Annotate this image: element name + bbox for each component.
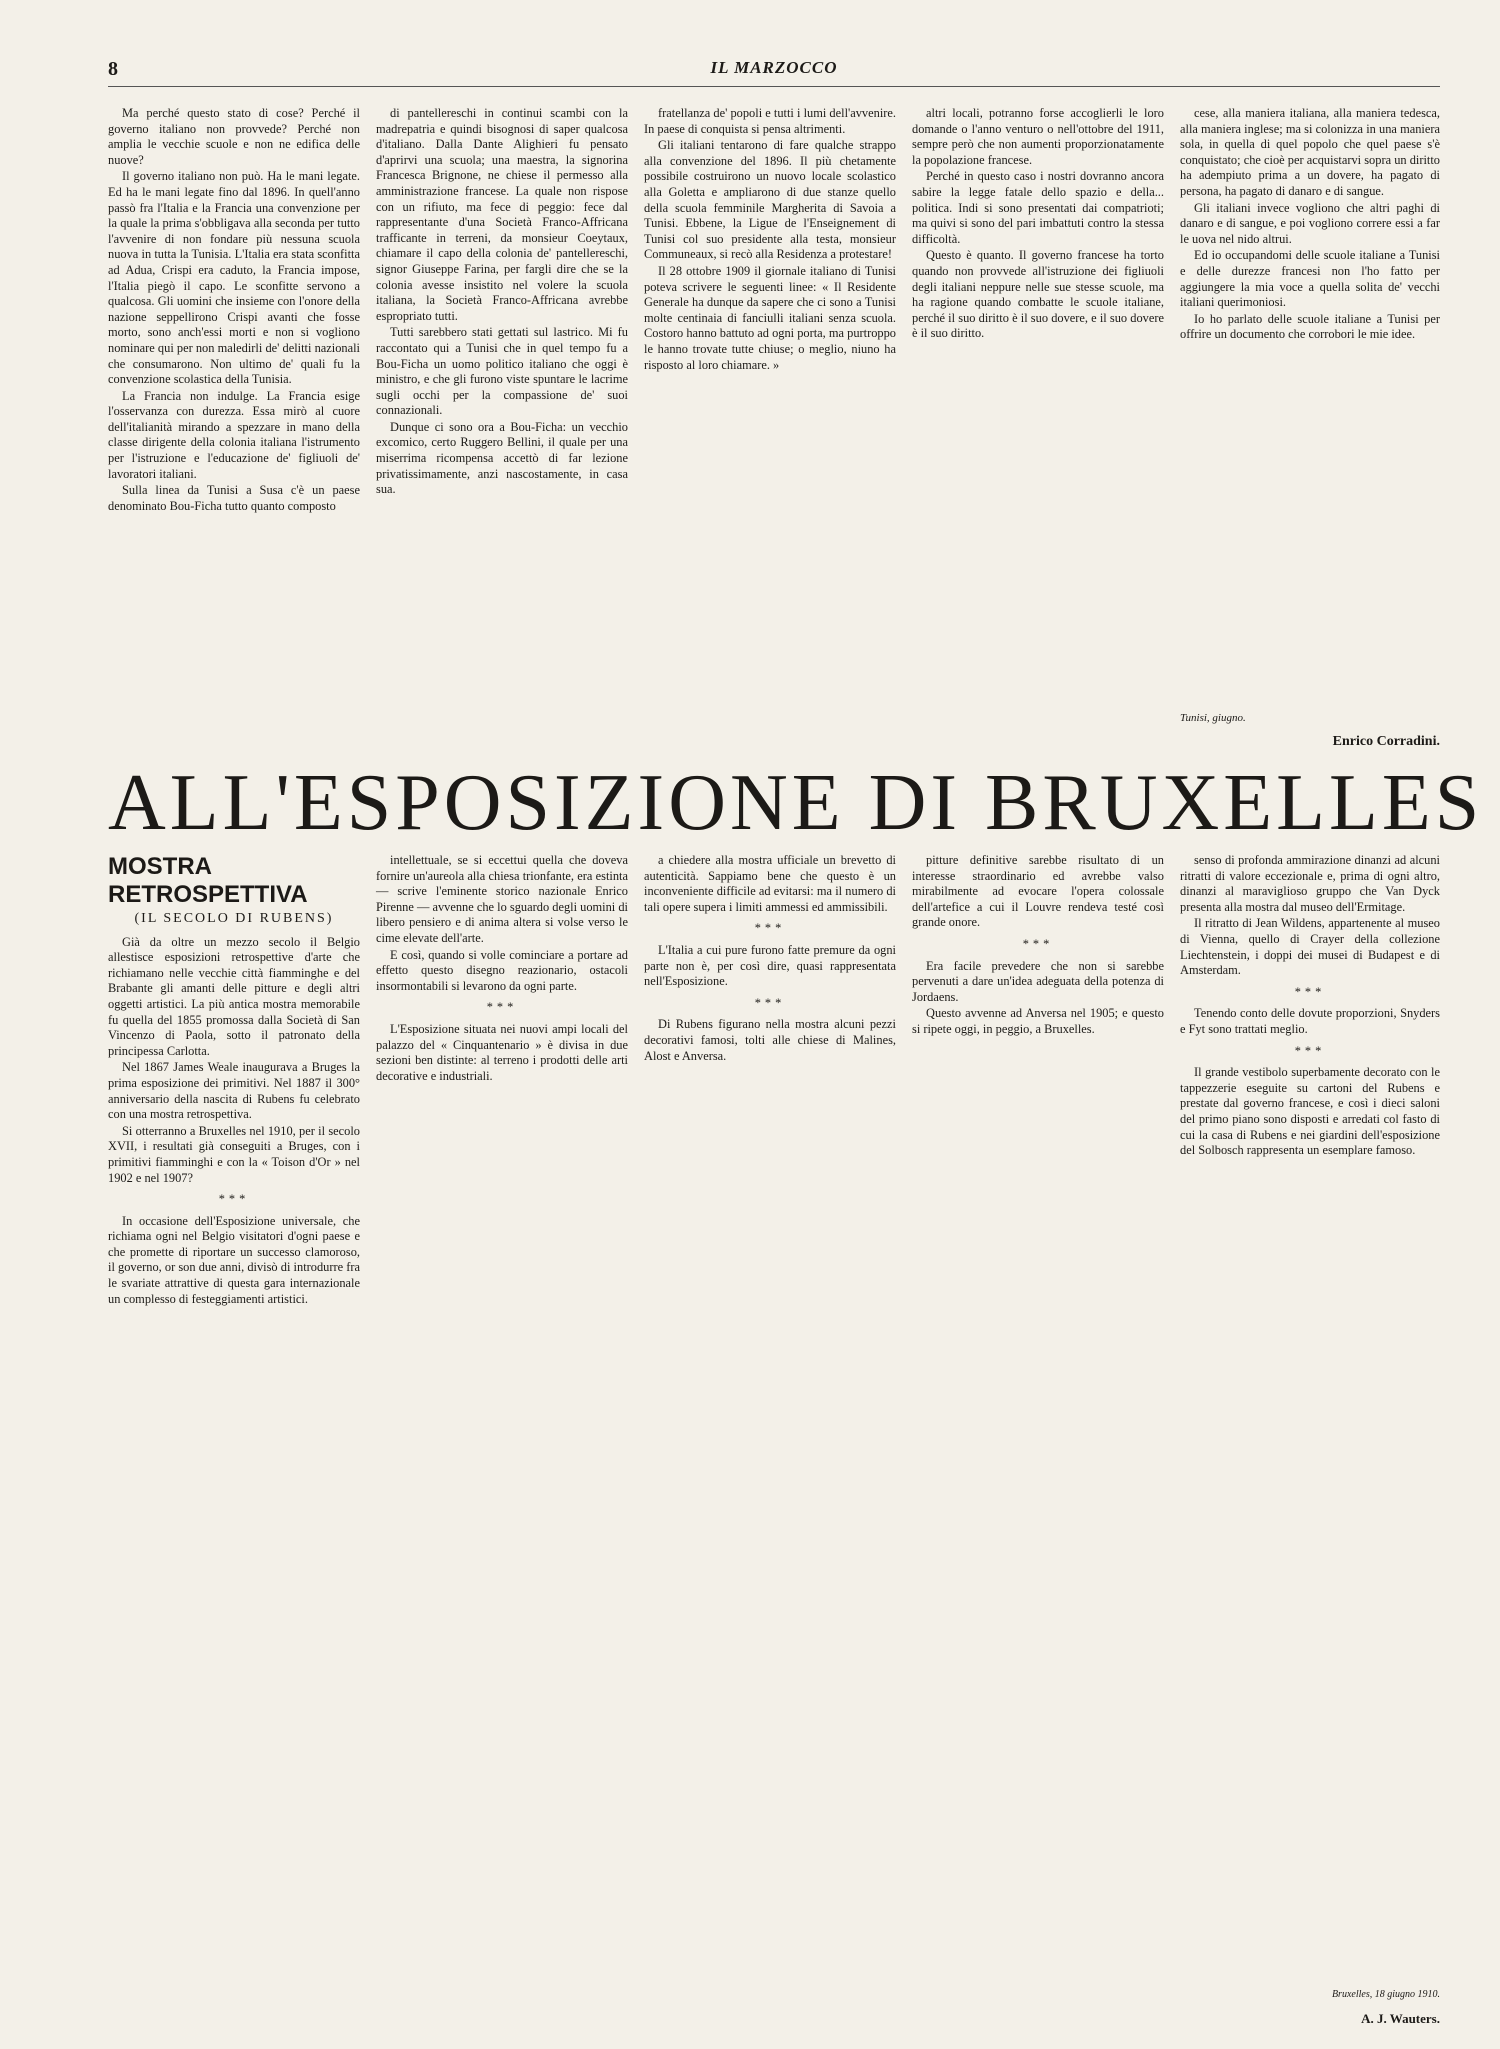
paragraph: Dunque ci sono ora a Bou-Ficha: un vecchio excomico, certo Ruggero Bellini, il quale per una miserrima ricompensa accettò di far lezione privatissimamente, anzi nascostamente, in casa sua.: [376, 419, 628, 497]
paragraph: Il grande vestibolo superbamente decorato con le tappezzerie eseguite su cartoni del Rubens e prestate dal governo francese, e così i dieci saloni del primo piano sono disposti e arredati col fasto di cui la casa di Rubens e nei giardini dell'esposizione del Solbosch rappresenta un esemplare famoso.: [1180, 1065, 1440, 1158]
paragraph: Il 28 ottobre 1909 il giornale italiano di Tunisi poteva scrivere le seguenti linee: « Il Residente Generale ha dunque da sapere che ci sono a Tunisi molte centinaia di fanciulli italiani senza scuola. Costoro hanno battuto ad ogni porta, ma purtroppo le hanno trovate tutte chiuse; o meglio, niuno ha risposto al loro chiamare. »: [644, 263, 896, 372]
section-break: ***: [1022, 936, 1054, 951]
paragraph: altri locali, potranno forse accoglierli le loro domande o l'anno venturo o nell'ottobre del 1911, sempre però che non aumenti proporzionatamente la popolazione francese.: [912, 106, 1164, 167]
paragraph: a chiedere alla mostra ufficiale un brevetto di autenticità. Sappiamo bene che questo è un inconveniente difficile ad evitarsi: ma il numero di tali opere supera i limiti ammessi ed ammissibili.: [644, 853, 896, 914]
article-dateline: Bruxelles, 18 giugno 1910.: [1331, 1989, 1440, 2000]
paragraph: L'Esposizione situata nei nuovi ampi locali del palazzo del « Cinquantenario » è divisa in due sezioni ben distinte: al terreno i prodotti delle arti decorative e industriali.: [376, 1021, 628, 1083]
paragraph: Io ho parlato delle scuole italiane a Tunisi per offrire un documento che corrobori le mie idee.: [1180, 311, 1440, 342]
section-break: ***: [1294, 984, 1326, 999]
upper-column-4: [912, 106, 1164, 766]
lower-article: [108, 853, 1440, 2026]
page-number: 8: [108, 58, 118, 80]
paragraph: intellettuale, se si eccettui quella che doveva fornire un'aureola alla chiesa trionfante, era estinta — scrive l'eminente storico nazionale Enrico Pirenne — avvenne che lo sguardo degli uomini di libero pensiero e di anima altera si volse verso le cime elevate dell'arte.: [376, 853, 628, 945]
paragraph: di pantellereschi in continui scambi con la madrepatria e quindi bisognosi di saper qualcosa d'italiano. Dalla Dante Alighieri fu pensato d'aprirvi una scuola; una maestra, la signorina Francesca Brignone, ne chiese il permesso alla amministrazione francese. La quale non rispose con un rifiuto, ma fece di peggio: fece dal rappresentante d'una Società Franco-Affricana trafficante in terreni, da monsieur Coeytaux, chiamare il capo della colonia de' pantellereschi, signor Giuseppe Farina, per fargli dire che se la colonia avesse insistito nel volere la scuola italiana, la Società Franco-Affricana avrebbe espropriato tutti.: [376, 106, 628, 323]
paragraph: Il ritratto di Jean Wildens, appartenente al museo di Vienna, quello di Crayer della collezione Liechtenstein, i doppi dei musei di Budapest e di Amsterdam.: [1180, 916, 1440, 978]
paragraph: cese, alla maniera italiana, alla maniera tedesca, alla maniera inglese; ma si colonizza in una maniera sola, in quella di quel popolo che quel paese s'è conquistato; che cioè per acquistarvi sopra un diritto ha adempiuto prima a un dovere, ha pagato di persona, ha pagato di danaro e di sangue.: [1180, 106, 1440, 198]
upper-column-1: [108, 106, 360, 766]
paragraph: Sulla linea da Tunisi a Susa c'è un paese denominato Bou-Ficha tutto quanto composto: [108, 483, 360, 513]
paragraph: Ma perché questo stato di cose? Perché il governo italiano non provvede? Perché non amplia le vecchie scuole e non ne edifica delle nuove?: [108, 106, 360, 167]
paragraph: Gli italiani invece vogliono che altri paghi di danaro e di sangue, e poi vogliono correre essi a far le uova nel nido altrui.: [1180, 200, 1440, 246]
newspaper-page: [108, 58, 1484, 2026]
paragraph: Questo è quanto. Il governo francese ha torto quando non provvede all'istruzione dei figliuoli degli italiani neppure nelle sue stesse scuole, ma ha ragione quando combatte le scuole italiane, perché il suo diritto è il suo dovere, e il suo dovere è il suo diritto.: [912, 248, 1164, 341]
upper-signature: Enrico Corradini.: [1332, 734, 1440, 749]
lower-column-3: [644, 853, 896, 2018]
paragraph: Di Rubens figurano nella mostra alcuni pezzi decorativi famosi, tolti alle chiese di Malines, Alost e Anversa.: [644, 1017, 896, 1063]
paragraph: Era facile prevedere che non si sarebbe pervenuti a dare un'idea adeguata della potenza di Jordaens.: [912, 958, 1164, 1004]
upper-column-5: [1180, 106, 1440, 666]
section-break: ***: [218, 1192, 250, 1207]
header-rule: [108, 86, 1440, 87]
paragraph: Già da oltre un mezzo secolo il Belgio allestisce esposizioni retrospettive d'arte che richiamano nelle vecchie città fiamminghe e del Brabante gli amanti delle pitture e degli altri oggetti artistici. La più antica mostra memorabile fu quella del 1855 promossa dalla Società di San Vincenzo di Paola, sotto il patronato della principessa Carlotta.: [108, 934, 360, 1058]
paragraph: Si otterranno a Bruxelles nel 1910, per il secolo XVII, i resultati già conseguiti a Bruges, con i primitivi fiamminghi e con la « Toison d'Or » nel 1902 e nel 1907?: [108, 1123, 360, 1185]
upper-column-2: [376, 106, 628, 766]
section-break: ***: [754, 921, 786, 936]
lower-column-5: [1180, 853, 1440, 1973]
paragraph: fratellanza de' popoli e tutti i lumi dell'avvenire. In paese di conquista si pensa altrimenti.: [644, 106, 896, 136]
paragraph: Tenendo conto delle dovute proporzioni, Snyders e Fyt sono trattati meglio.: [1180, 1006, 1440, 1036]
paragraph: Nel 1867 James Weale inaugurava a Bruges la prima esposizione dei primitivi. Nel 1887 il 300° anniversario della nascita di Rubens fu celebrato con una mostra retrospettiva.: [108, 1060, 360, 1122]
masthead: IL MARZOCCO: [710, 58, 838, 77]
paragraph: E così, quando si volle cominciare a portare ad effetto questo disegno reazionario, ostacoli insormontabili si levarono da ogni parte.: [376, 947, 628, 993]
paragraph: In occasione dell'Esposizione universale, che richiama ogni nel Belgio visitatori d'ogni paese e che promette di riportare un successo clamoroso, il governo, or son due anni, divisò di introdurre fra le svariate attrattive di questa gara internazionale un complesso di festeggiamenti artistici.: [108, 1213, 360, 1306]
paragraph: senso di profonda ammirazione dinanzi ad alcuni ritratti di valore eccezionale e, prima di ogni altro, dinanzi al maraviglioso gruppo che Van Dyck presenta alla mostra dal museo dell'Ermitage.: [1180, 853, 1440, 914]
paragraph: L'Italia a cui pure furono fatte premure da ogni parte non è, per così dire, quasi rappresentata nell'Esposizione.: [644, 942, 896, 989]
section-break: ***: [754, 995, 786, 1010]
lower-column-2: [376, 853, 628, 2018]
paragraph: La Francia non indulge. La Francia esige l'osservanza con durezza. Essa mirò al cuore dell'italianità mirando a spezzare in mano della classe dirigente della colonia italiana l'istrumento per l'istruzione e l'educazione de' figliuoli de' lavoratori italiani.: [108, 388, 360, 481]
article-signature: A. J. Wauters.: [1361, 2011, 1440, 2026]
article-subhead: MOSTRA RETROSPETTIVA: [108, 853, 308, 908]
article-subsubhead: (IL SECOLO DI RUBENS): [134, 911, 334, 926]
section-break: ***: [1294, 1043, 1326, 1058]
paragraph: pitture definitive sarebbe risultato di un interesse straordinario ed avrebbe valso mirabilmente ad evocare l'opera colossale dell'artefice a cui il Louvre rendeva testé così grande onore.: [912, 853, 1164, 930]
paragraph: Il governo italiano non può. Ha le mani legate. Ed ha le mani legate fino dal 1896. In quell'anno passò fra l'Italia e la Francia una convenzione per la quale la prima s'obbligava alla seconda per tutto l'avvenire di non fondare più nessuna scuola nuova in tutta la Tunisia. L'Italia era stata sconfitta ad Adua, Crispi era caduto, la Francia impose, l'Italia piegò il capo. Le sconfitte servono a qualcosa. Gli uomini che insieme con l'onore della nazione seppellirono Crispi avanti che fosse morto, sono anch'essi morti e non si vogliono nominare qui per non maledirli de' delitti nazionali che consumarono. Non ultimo de' quali fu la convenzione scolastica della Tunisia.: [108, 169, 360, 387]
paragraph: Perché in questo caso i nostri dovranno ancora sabire la legge fatale dello spazio e della... politica. Indi si sono presentati dai compatrioti; ma quivi si sono del pari imbattuti contro la stessa difficoltà.: [912, 169, 1164, 246]
paragraph: Questo avvenne ad Anversa nel 1905; e questo si ripete oggi, in peggio, a Bruxelles.: [912, 1006, 1164, 1036]
upper-column-3: [644, 106, 896, 766]
upper-article: [108, 106, 1440, 766]
section-break: ***: [486, 1000, 518, 1015]
lower-column-4: [912, 853, 1164, 2018]
paragraph: Gli italiani tentarono di fare qualche strappo alla convenzione del 1896. Il più chetamente possibile costruirono un nuovo locale scolastico alla Goletta e ampliarono di due stanze quello della scuola femminile Margherita di Savoia a Tunisi. Ebbene, la Ligue de l'Enseignement di Tunisi col suo presidente alla testa, monsieur Communeaux, si recò alla Residenza a protestare!: [644, 138, 896, 262]
paragraph: Ed io occupandomi delle scuole italiane a Tunisi e delle durezze francesi non l'ho fatto per aggiungere la mia voce a quella solita de' vecchi italiani querimoniosi.: [1180, 248, 1440, 310]
paragraph: Tutti sarebbero stati gettati sul lastrico. Mi fu raccontato qui a Tunisi che in quel tempo fu a Bou-Ficha un uomo politico italiano che oggi è ministro, e che gli furono viste spuntare le lacrime sugli occhi per la compassione de' suoi connazionali.: [376, 325, 628, 418]
lower-column-1: [108, 853, 360, 2018]
article-headline: ALL'ESPOSIZIONE DI BRUXELLES: [108, 759, 1484, 847]
upper-dateline: Tunisi, giugno.: [1180, 712, 1246, 724]
